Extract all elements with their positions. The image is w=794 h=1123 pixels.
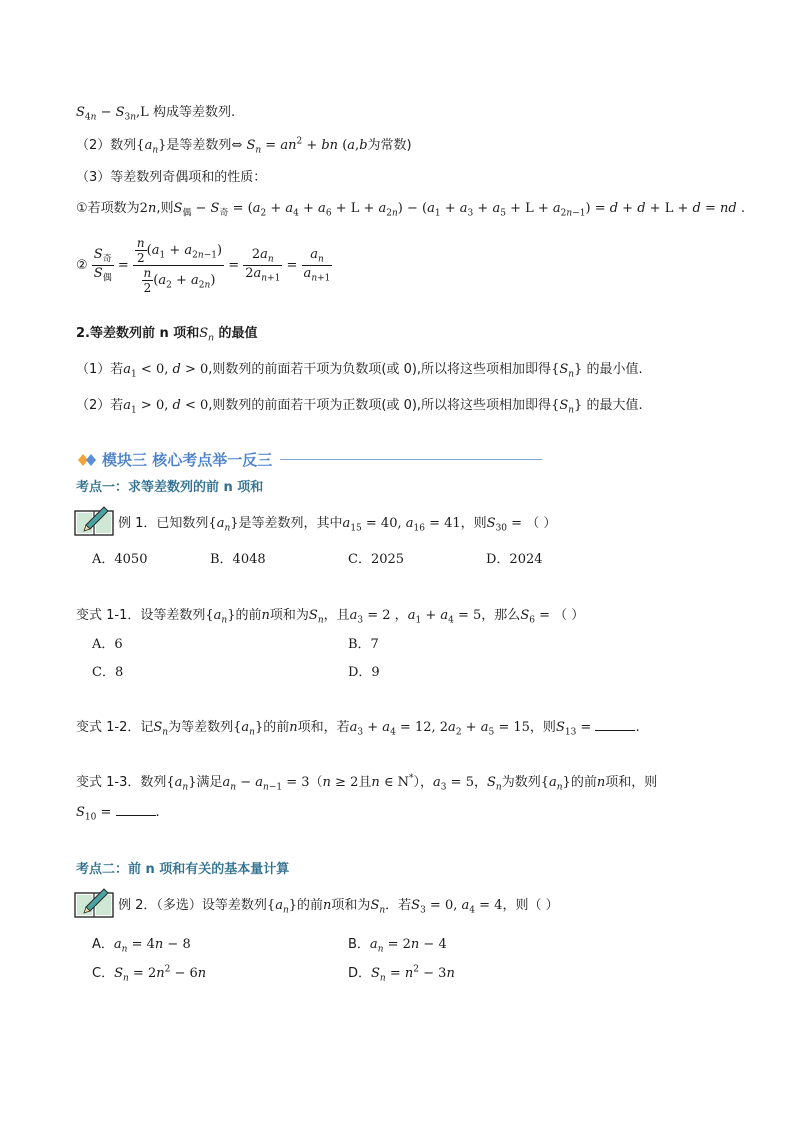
variant-1-2-a: 变式 1-2．记 [76,720,154,735]
example-1-option-d[interactable]: D．2024 [486,552,543,567]
variant-1-3-g: 为数列 [501,775,541,790]
line-s4n-text: 构成等差数列. [148,105,236,120]
item-2-mid: 是等差数列 [166,138,232,153]
max-case-a: （2）若 [76,398,124,413]
line-odd-even-1: ①若项数为2n,则$S_偶 - S_奇 = (a_2 + a_4 + a_6 + L + a_{2n}) - (a_1 + a_3 + a_5 + L + a_{2n-1}) = d + d + L + d$ = nd . [76,201,745,219]
variant-1-3-f: ， [473,775,487,790]
variant-1-3-line2: $S_{10}$ = . [76,805,160,823]
example-2-option-c-label: C． [92,966,115,981]
variant-1-3: 变式 1-3．数列$\{a_n\}$满足$a_n - a_{n-1} = 3(n \ge 2$且n ∈ N*），$a_3 = 5$，$S_n$为数列$\{a_n\}$的前n项和，则 [76,773,658,793]
example-2-option-a[interactable]: A．$a_n = 4n - 8$ [92,937,191,955]
min-case-c: 的最小值. [582,362,643,377]
example-1-option-b[interactable]: B．4048 [210,552,266,567]
example-1-b: 是等差数列，其中 [238,516,343,531]
variant-1-2-e: ，则 [529,720,556,735]
line-odd-even-2: ② $\frac{S_奇}{S_偶}$ = $\frac{n}{2}$ $(a_1 + a_{2n-1})$ $\frac{n}{2}$ $(a_2 + a_{2n})$ = $\frac{2a_n}{2a_{n+1}}$ = $\frac{a_n}{a_{n+1}}$ [76,236,331,295]
variant-1-3-e: ）， [413,775,434,790]
variant-1-3-b: 满足 [196,775,223,790]
variant-1-1: 变式 1-1．设等差数列$\{a_n\}$的前n项和为$S_n$，且$a_3 = 2$ ，$a_1 + a_4 = 5$，那么$S_6$ = （ ） [76,608,585,626]
variant-1-1-e: ，那么 [481,608,521,623]
example-2-e: ，则（ ） [502,898,559,913]
example-1: 例 1．已知数列$\{a_n\}$是等差数列，其中$a_{15} = 40$, $a_{16} = 41$，则$S_{30}$ = （ ） [118,516,557,534]
variant-1-1-c: 项和为 [269,608,309,623]
line-item-2: （2）数列$\{a_n\}$是等差数列⇔ $S_n = an^2$ + bn (a,b为常数) [76,136,412,156]
variant-1-2-c: 的前 [263,720,290,735]
line-item-3: （3）等差数列奇偶项和的性质： [76,170,267,185]
example-2: 例 2．（多选）设等差数列$\{a_n\}$的前n项和为$S_n$．若$S_3 = 0$, $a_4 = 4$，则（ ） [118,898,559,916]
item-2-end: 为常数) [367,138,412,153]
variant-1-3-d: 且 [358,775,372,790]
max-case-c: 的最大值. [582,398,643,413]
line-min-case: （1）若$a_1 < 0$, d > 0,则数列的前面若干项为负数项(或 0),所以将这些项相加即得$\{S_n\}$ 的最小值. [76,362,643,380]
example-1-d: （ ） [526,516,557,531]
item-2-label: （2）数列 [76,138,137,153]
double-diamond-icon [78,453,98,467]
odd-even-2-prefix: ② [76,258,88,273]
example-2-option-d[interactable]: D．$S_n = n^2 - 3n$ [348,964,455,984]
section-heading-2-text: 2.等差数列前 n 项和 [76,326,200,341]
variant-1-3-a: 变式 1-3．数列 [76,775,167,790]
example-2-option-b[interactable]: B．$a_n = 2n - 4$ [348,937,447,955]
example-1-option-a[interactable]: A．4050 [92,552,148,567]
variant-1-3-c: （ [309,775,323,790]
module-header [78,449,542,470]
variant-1-1-d: ，且 [323,608,350,623]
example-1-a: 例 1．已知数列 [118,516,209,531]
odd-even-1-prefix: ①若项数为 [76,201,140,216]
variant-1-1-option-a[interactable]: A．6 [92,637,123,652]
min-case-a: （1）若 [76,362,124,377]
variant-1-1-option-b[interactable]: B．7 [348,637,379,652]
line-s4n: $S_{4n} - S_{3n},L$ 构成等差数列. [76,105,236,123]
variant-1-1-f: （ ） [554,608,585,623]
line-max-case: （2）若$a_1 > 0$, d < 0,则数列的前面若干项为正数项(或 0),所以将这些项相加即得$\{S_n\}$ 的最大值. [76,398,643,416]
example-2-option-d-label: D． [348,966,372,981]
odd-even-1-mid: ,则 [156,201,174,216]
min-case-b: ,则数列的前面若干项为负数项(或 0),所以将这些项相加即得 [208,362,552,377]
max-case-b: ,则数列的前面若干项为正数项(或 0),所以将这些项相加即得 [208,398,552,413]
example-2-c: 项和为 [331,898,371,913]
variant-1-2-answer-blank[interactable] [595,718,635,731]
section-heading-2: 2.等差数列前 n 项和$S_n$ 的最值 [76,326,258,344]
module-title: 模块三 核心考点举一反三 [102,451,273,469]
variant-1-2: 变式 1-2．记$S_n$为等差数列$\{a_n\}$的前n项和，若$a_3 + a_4 = 12$, $2a_2 + a_5 = 15$，则$S_{13}$ = . [76,720,640,738]
variant-1-1-a: 变式 1-1．设等差数列 [76,608,206,623]
notebook-pencil-icon [72,503,116,537]
variant-1-3-i: 项和，则 [605,775,658,790]
example-2-a: 例 2．（多选）设等差数列 [118,898,267,913]
variant-1-1-option-c[interactable]: C．8 [92,665,124,680]
kp1-title: 考点一：求等差数列的前 n 项和 [76,480,264,495]
notebook-pencil-icon-2 [72,885,116,919]
section-heading-2-end: 的最值 [213,326,258,341]
example-2-option-c[interactable]: C．$S_n = 2n^2 - 6n$ [92,964,207,984]
kp2-title: 考点二：前 n 项和有关的基本量计算 [76,862,290,877]
variant-1-1-option-d[interactable]: D．9 [348,665,380,680]
example-1-option-c[interactable]: C．2025 [348,552,405,567]
example-2-option-a-label: A． [92,937,114,952]
module-rule [280,459,542,460]
example-2-option-b-label: B． [348,937,370,952]
variant-1-2-b: 为等差数列 [168,720,234,735]
example-2-d: ．若 [385,898,412,913]
variant-1-2-d: 项和，若 [297,720,350,735]
variant-1-1-b: 的前 [235,608,262,623]
variant-1-3-answer-blank[interactable] [116,803,156,816]
variant-1-3-h: 的前 [570,775,597,790]
example-2-b: 的前 [297,898,324,913]
example-1-c: ，则 [460,516,487,531]
